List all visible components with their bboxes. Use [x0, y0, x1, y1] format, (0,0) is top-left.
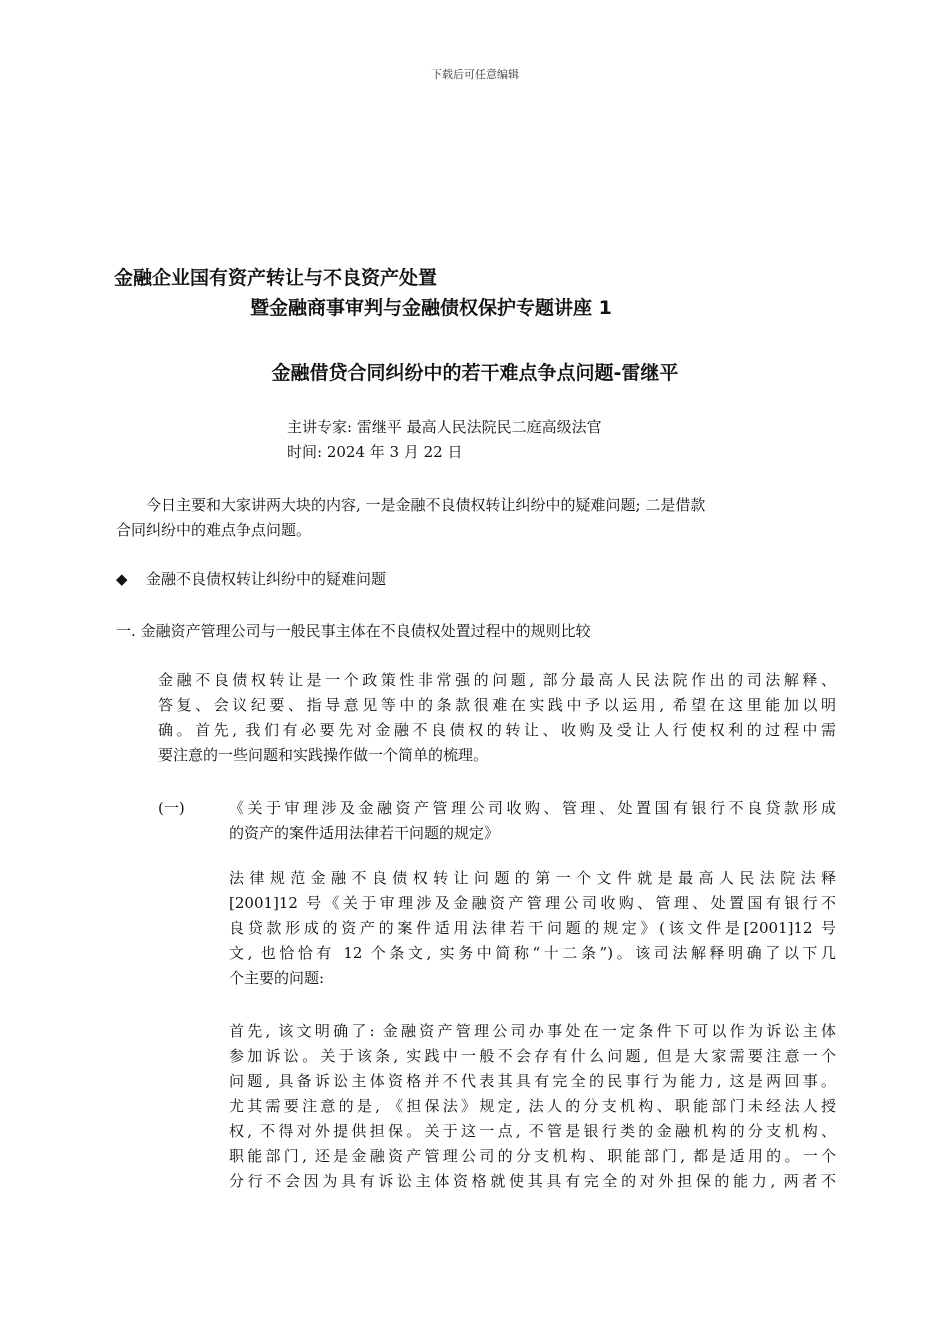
paragraph-line: 要注意的一些问题和实践操作做一个简单的梳理。 [158, 746, 489, 764]
speaker-info: 主讲专家: 雷继平 最高人民法院民二庭高级法官 [287, 418, 602, 436]
bullet-heading [116, 568, 386, 590]
paragraph-2 [229, 866, 836, 991]
lecture-time: 时间: 2024 年 3 月 22 日 [287, 443, 463, 461]
section-heading-1 [116, 620, 591, 642]
paragraph-line: 文, 也恰恰有 12 个条文, 实务中简称“十二条”)。该司法解释明确了以下几 [229, 944, 836, 962]
lecture-subtitle: 金融借贷合同纠纷中的若干难点争点问题-雷继平 [271, 362, 679, 384]
paragraph-line: 尤其需要注意的是, 《担保法》规定, 法人的分支机构、职能部门未经法人授 [229, 1097, 836, 1115]
paragraph-line: 分行不会因为具有诉讼主体资格就使其具有完全的对外担保的能力, 两者不 [229, 1172, 836, 1190]
paragraph-line: 答复、会议纪要、指导意见等中的条款很难在实践中予以运用, 希望在这里能加以明 [158, 696, 836, 714]
paragraph-line: 参加诉讼。关于该条, 实践中一般不会存有什么问题, 但是大家需要注意一个 [229, 1047, 836, 1065]
paragraph-3 [229, 1019, 836, 1194]
paragraph-line: 金融不良债权转让是一个政策性非常强的问题, 部分最高人民法院作出的司法解释、 [158, 671, 836, 689]
subsection-heading-line: 的资产的案件适用法律若干问题的规定》 [229, 824, 500, 842]
bullet-heading-text: 金融不良债权转让纠纷中的疑难问题 [146, 570, 387, 588]
paragraph-line: 个主要的问题: [229, 969, 325, 987]
section-number: 一. [116, 622, 136, 640]
intro-line-1: 今日主要和大家讲两大块的内容, 一是金融不良债权转让纠纷中的疑难问题; 二是借款 [146, 496, 706, 514]
paragraph-line: [2001]12 号《关于审理涉及金融资产管理公司收购、管理、处置国有银行不 [229, 894, 836, 912]
paragraph-line: 法律规范金融不良债权转让问题的第一个文件就是最高人民法院法释 [229, 869, 836, 887]
paragraph-1 [158, 668, 836, 768]
paragraph-line: 职能部门, 还是金融资产管理公司的分支机构、职能部门, 都是适用的。一个 [229, 1147, 836, 1165]
intro-paragraph [116, 493, 836, 543]
title-line-2: 暨金融商事审判与金融债权保护专题讲座 1 [250, 297, 612, 319]
paragraph-line: 确。首先, 我们有必要先对金融不良债权的转让、收购及受让人行使权利的过程中需 [158, 721, 836, 739]
intro-line-2: 合同纠纷中的难点争点问题。 [116, 521, 312, 539]
subsection-number: (一) [158, 799, 185, 817]
diamond-bullet-icon: ◆ [116, 570, 128, 588]
title-line-1: 金融企业国有资产转让与不良资产处置 [114, 267, 438, 289]
subsection-heading-line: 《关于审理涉及金融资产管理公司收购、管理、处置国有银行不良贷款形成 [229, 799, 836, 817]
section-heading-text: 金融资产管理公司与一般民事主体在不良债权处置过程中的规则比较 [140, 622, 591, 640]
paragraph-line: 问题, 具备诉讼主体资格并不代表其具有完全的民事行为能力, 这是两回事。 [229, 1072, 836, 1090]
page-header: 下载后可任意编辑 [431, 68, 519, 81]
paragraph-line: 权, 不得对外提供担保。关于这一点, 不管是银行类的金融机构的分支机构、 [229, 1122, 836, 1140]
paragraph-line: 良贷款形成的资产的案件适用法律若干问题的规定》(该文件是[2001]12 号 [229, 919, 836, 937]
paragraph-line: 首先, 该文明确了: 金融资产管理公司办事处在一定条件下可以作为诉讼主体 [229, 1022, 836, 1040]
subsection-heading [229, 796, 836, 846]
